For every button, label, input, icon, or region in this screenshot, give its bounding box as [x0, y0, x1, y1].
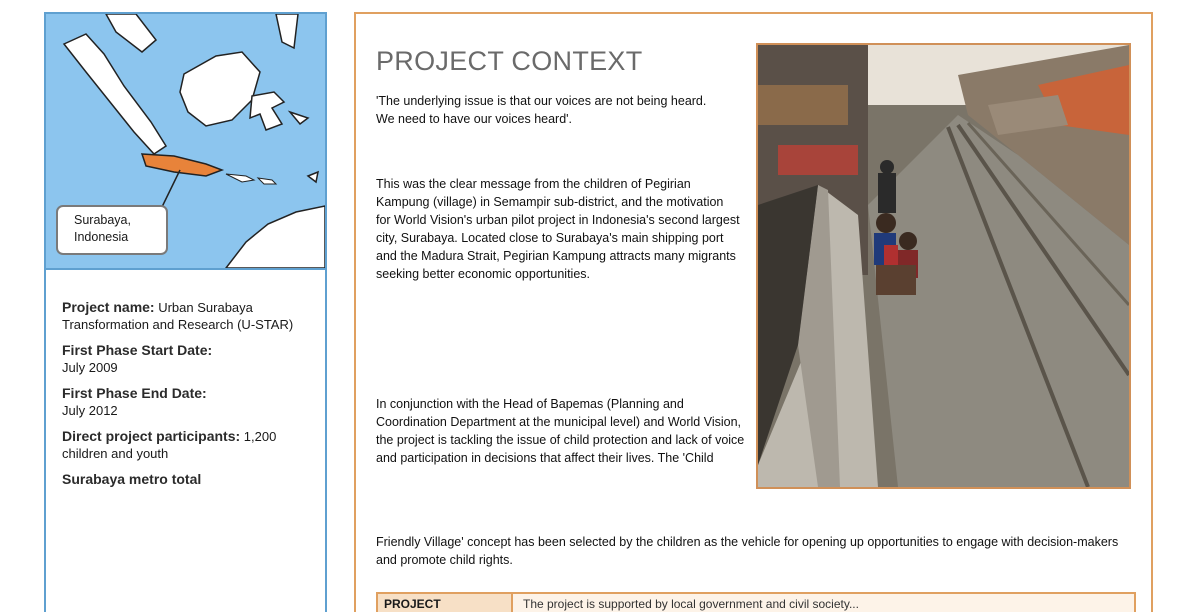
fact-value: July 2012	[62, 403, 118, 418]
project-context-panel	[354, 12, 1153, 612]
map-label-line1: Surabaya,	[74, 213, 131, 227]
fact-start-date	[62, 342, 312, 376]
fact-project-name	[62, 299, 312, 333]
map-pointer-line	[161, 170, 180, 209]
body-paragraph-2: In conjunction with the Head of Bapemas (Planning and Coordination Department at the municipal level) and World Vision, the project is tackling the issue of child protection and lack of voice and participation in decisions that affect their lives. The 'Child	[376, 397, 745, 465]
quote-paragraph: 'The underlying issue is that our voices are not being heard. We need to have our voices heard'.	[376, 94, 707, 126]
fact-label: Direct project participants:	[62, 428, 241, 444]
fact-participants	[62, 428, 312, 462]
map-location-label	[56, 205, 168, 255]
photo-graphic	[758, 45, 1129, 487]
fact-end-date	[62, 385, 312, 419]
island-java-highlight	[142, 154, 222, 176]
fact-value: July 2009	[62, 360, 118, 375]
australia	[226, 206, 325, 268]
fact-value: Urban Surabaya Transformation and Research (U-STAR)	[62, 300, 294, 332]
island-malay	[106, 14, 156, 52]
fact-label: First Phase Start Date:	[62, 342, 213, 358]
body-paragraph-2-continued: Friendly Village' concept has been selected by the children as the vehicle for opening up opportunities to engage with decision-makers and promote child rights.	[376, 535, 1119, 567]
island-sulawesi	[250, 92, 284, 130]
fact-metro-total	[62, 471, 312, 488]
section-title: PROJECT CONTEXT	[376, 46, 643, 76]
fact-label: Surabaya metro total	[62, 471, 202, 487]
table-body-cell: The project is supported by local government and civil society...	[523, 597, 859, 611]
indonesia-map	[46, 14, 325, 270]
fact-label: First Phase End Date:	[62, 385, 207, 401]
island-borneo	[180, 52, 260, 126]
map-label-line2: Indonesia	[74, 230, 129, 244]
body-paragraph-1: This was the clear message from the children of Pegirian Kampung (village) in Semampir sub-district, and the motivation for World Vision's urban pilot project in Indonesia's second largest city, Surabaya. Located close to Surabaya's main shipping port and the Madura Strait, Pegirian Kampung attracts many migrants seeking better economic opportunities.	[376, 177, 740, 281]
project-table	[376, 592, 1136, 612]
island-sumatra	[64, 34, 166, 154]
fact-label: Project name:	[62, 299, 155, 315]
table-header-cell: PROJECT	[378, 594, 513, 612]
island-north	[276, 14, 298, 48]
project-sidebar	[44, 12, 327, 612]
fact-value: 1,200 children and youth	[62, 429, 277, 461]
railway-children-photo	[756, 43, 1131, 489]
project-facts	[62, 299, 312, 497]
